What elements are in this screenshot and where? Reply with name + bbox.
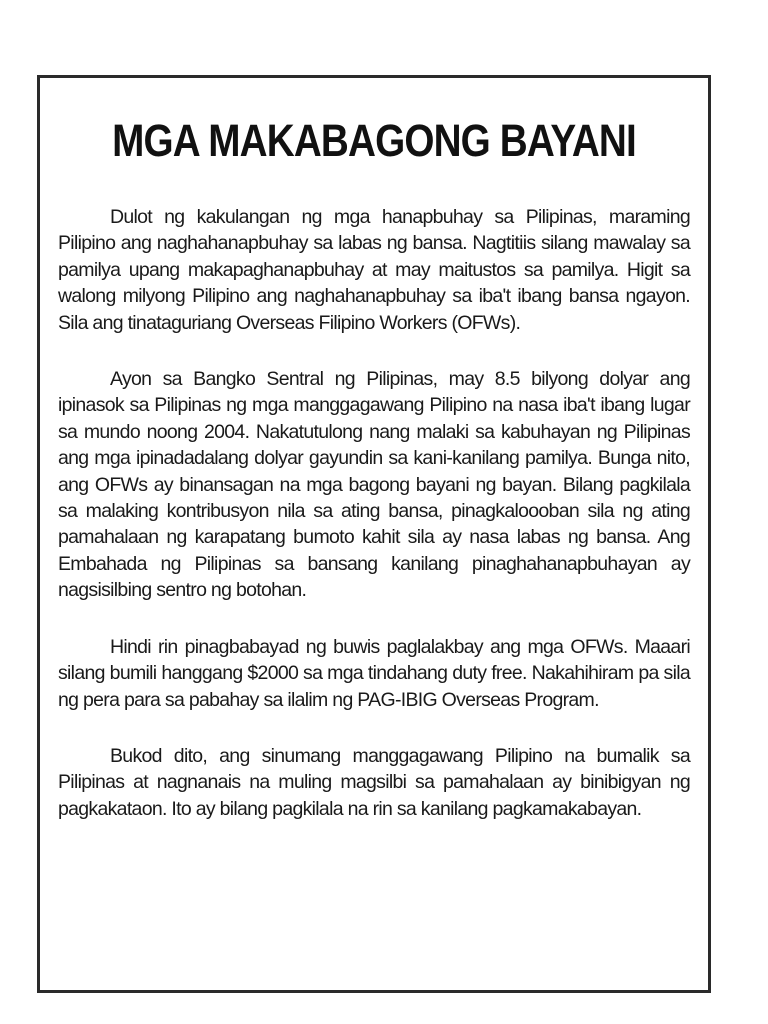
paragraph-4: Bukod dito, ang sinumang manggagawang Pilipino na bumalik sa Pilipinas at nagnanais na muling magsilbi sa pamahalaan ay binibigyan ng pagkakataon. Ito ay bilang pagkilala na rin sa kanilang pagkamakabayan. (58, 744, 690, 820)
document-title: MGA MAKABAGONG BAYANI (112, 115, 636, 166)
paragraph-1: Dulot ng kakulangan ng mga hanapbuhay sa Pilipinas, maraming Pilipino ang naghahanapbuhay sa labas ng bansa. Nagtitiis silang mawalay sa pamilya upang makapaghanapbuhay at may maitustos sa pamilya. Higit sa walong milyong Pilipino ang naghahanapbuhay sa iba't ibang bansa ngayon. Sila ang tinataguriang Overseas Filipino Workers (OFWs). (58, 206, 690, 334)
document-body (58, 204, 690, 852)
document-frame (37, 75, 711, 993)
paragraph-3: Hindi rin pinagbabayad ng buwis paglalakbay ang mga OFWs. Maaari silang bumili hanggang $2000 sa mga tindahang duty free. Nakahihiram pa sila ng pera para sa pabahay sa ilalim ng PAG-IBIG Overseas Program. (58, 635, 690, 711)
paragraph-2: Ayon sa Bangko Sentral ng Pilipinas, may 8.5 bilyong dolyar ang ipinasok sa Pilipinas ng mga manggagawang Pilipino na nasa iba't ibang lugar sa mundo noong 2004. Nakatutulong nang malaki sa kabuhayan ng Pilipinas ang mga ipinadadalang dolyar gayundin sa kani-kanilang pamilya. Bunga nito, ang OFWs ay binansagan na mga bagong bayani ng bayan. Bilang pagkilala sa malaking kontribusyon nila sa ating bansa, pinagkaloooban sila ng ating pamahalaan ng karapatang bumoto kahit sila ay nasa labas ng bansa. Ang Embahada ng Pilipinas sa bansang kanilang pinaghahanapbuhayan ay nagsisilbing sentro ng botohan. (58, 368, 690, 602)
